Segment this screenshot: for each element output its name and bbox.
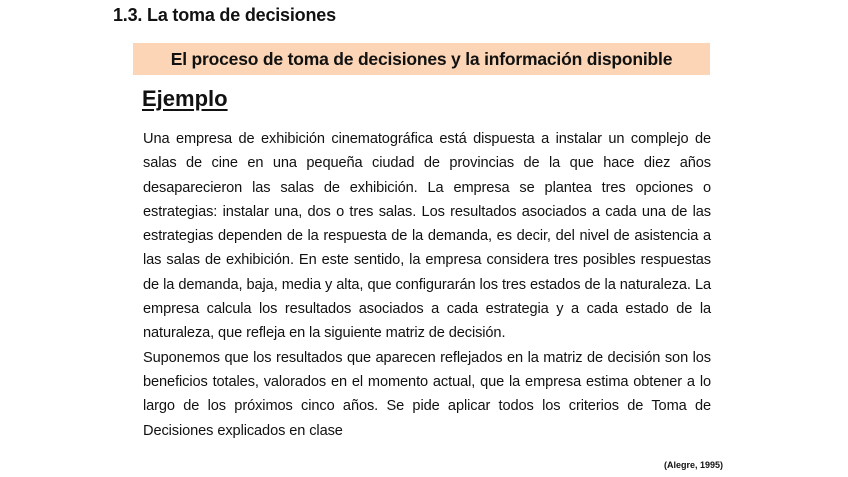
paragraph: Una empresa de exhibición cinematográfica está dispuesta a instalar un complejo de salas de cine en una pequeña ciudad de provincias de la que hace diez años desaparecieron las salas de exhibición. La empresa se plantea tres opciones o estrategias: instalar una, dos o tres salas. Los resultados asociados a cada una de las estrategias dependen de la respuesta de la demanda, es decir, del nivel de asistencia a las salas de exhibición. En este sentido, la empresa considera tres posibles respuestas de la demanda, baja, media y alta, que configurarán los tres estados de la naturaleza. La empresa calcula los resultados asociados a cada estrategia y a cada estado de la naturaleza, que refleja en la siguiente matriz de decisión. <box>143 131 711 342</box>
citation: (Alegre, 1995) <box>664 460 724 470</box>
subtitle-text: El proceso de toma de decisiones y la información disponible <box>170 48 673 69</box>
section-title: 1.3. La toma de decisiones <box>113 5 336 25</box>
example-body <box>143 127 711 443</box>
example-heading: Ejemplo <box>142 86 228 111</box>
subtitle-banner <box>133 43 710 75</box>
paragraph: Suponemos que los resultados que aparecen reflejados en la matriz de decisión son los beneficios totales, valorados en el momento actual, que la empresa estima obtener a lo largo de los próximos cinco años. Se pide aplicar todos los criterios de Toma de Decisiones explicados en clase <box>143 349 711 439</box>
